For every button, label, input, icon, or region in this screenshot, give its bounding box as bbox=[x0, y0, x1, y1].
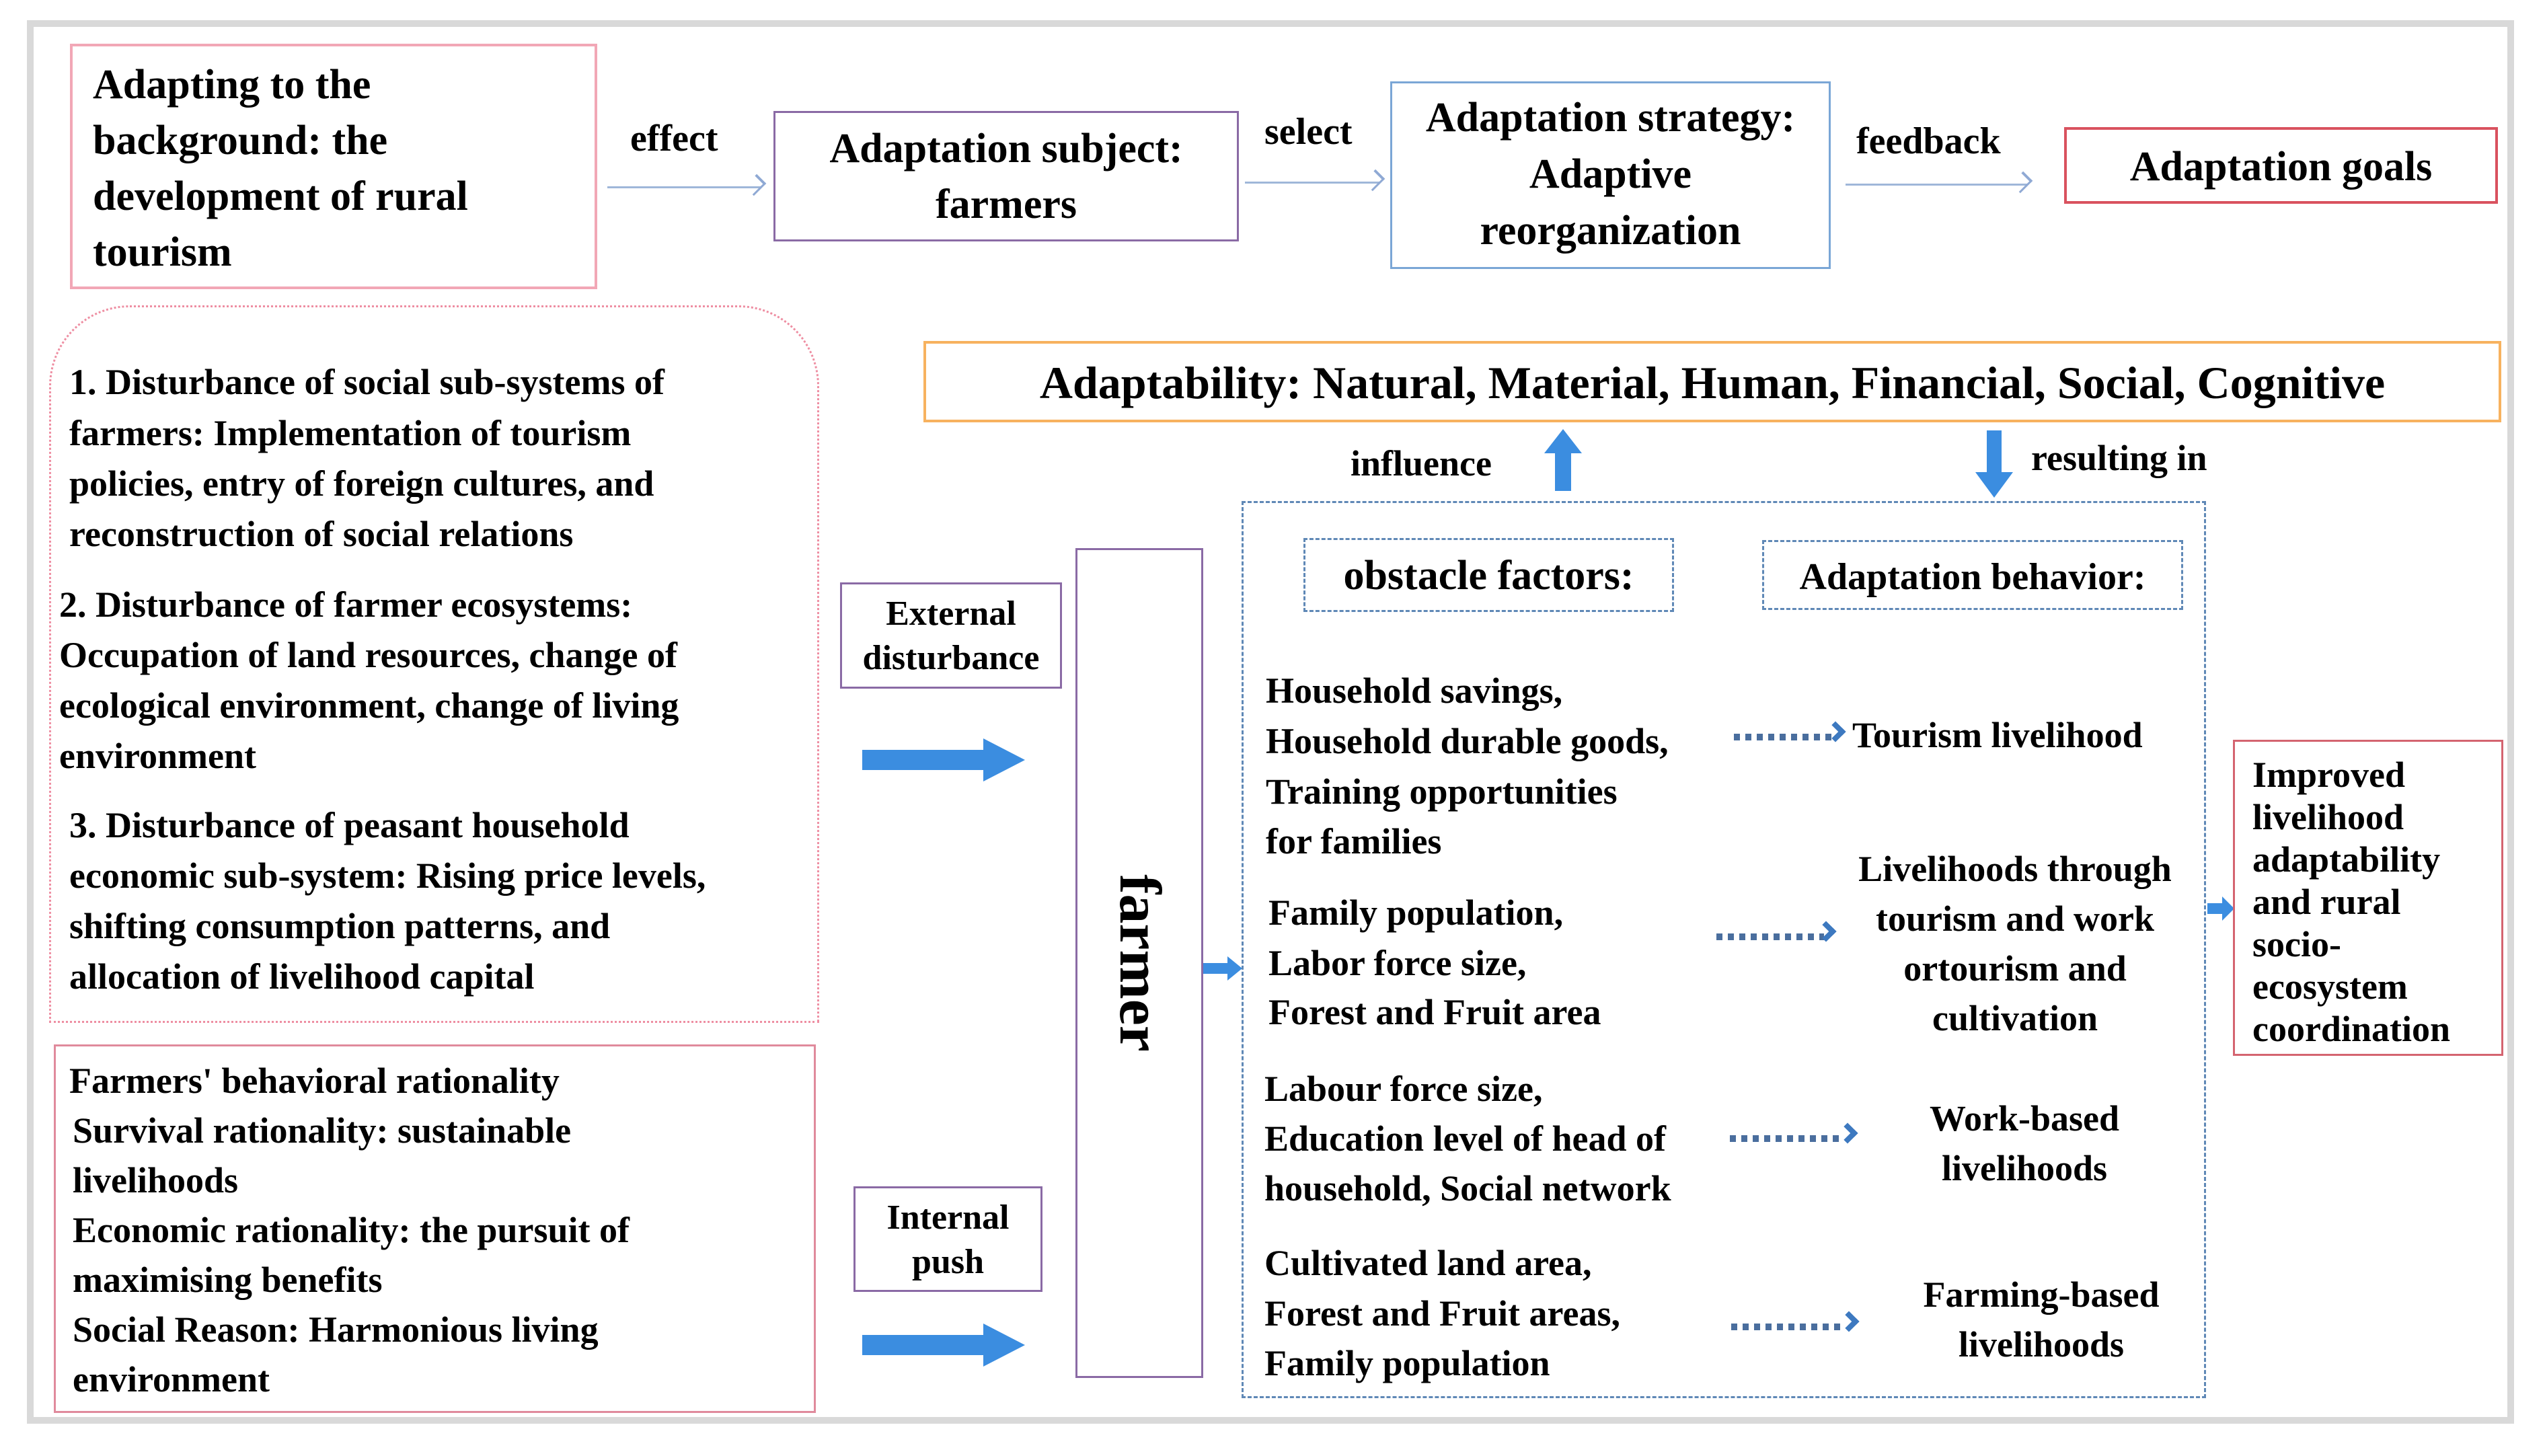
rationality-line: Survival rationality: sustainable bbox=[73, 1110, 572, 1151]
rationality-line: Social Reason: Harmonious living bbox=[73, 1309, 599, 1350]
effect-label: effect bbox=[630, 118, 718, 159]
disturbance-2-line: 2. Disturbance of farmer ecosystems: bbox=[59, 584, 633, 625]
disturbance-3-line: economic sub-system: Rising price levels, bbox=[69, 855, 706, 896]
outcome-box bbox=[2233, 740, 2503, 1056]
influence-label: influence bbox=[1351, 443, 1492, 484]
strategy-line: reorganization bbox=[1480, 208, 1741, 254]
outcome-line: Improved bbox=[2252, 755, 2406, 795]
adaptation-behavior-header bbox=[1762, 540, 2183, 610]
rationality-line: maximising benefits bbox=[73, 1260, 383, 1300]
background-box bbox=[70, 44, 597, 289]
outcome-line: livelihood bbox=[2252, 797, 2404, 837]
factor-line: Education level of head of bbox=[1264, 1118, 1667, 1159]
effect-arrow-icon bbox=[607, 186, 761, 188]
obstacle-header-label: obstacle factors: bbox=[1343, 553, 1634, 599]
outcome-line: socio- bbox=[2252, 924, 2341, 964]
disturbances-panel bbox=[49, 305, 819, 1023]
obstacle-factors-header bbox=[1303, 538, 1674, 612]
dotted-arrow-icon bbox=[1716, 933, 1837, 940]
factor-line: Forest and Fruit area bbox=[1268, 992, 1601, 1032]
external-line: disturbance bbox=[862, 639, 1040, 677]
factor-line: for families bbox=[1266, 821, 1442, 861]
adaptability-text: Adaptability: Natural, Material, Human, Financial, Social, Cognitive bbox=[1039, 357, 2386, 408]
resulting-in-label: resulting in bbox=[2031, 438, 2207, 478]
internal-line: Internal bbox=[886, 1198, 1010, 1237]
subject-box bbox=[773, 111, 1239, 241]
outcome-line: adaptability bbox=[2252, 839, 2441, 880]
disturbance-2-line: Occupation of land resources, change of bbox=[59, 635, 678, 675]
feedback-arrow-icon bbox=[1846, 184, 2027, 186]
background-line: development of rural bbox=[93, 174, 468, 219]
disturbance-3-line: shifting consumption patterns, and bbox=[69, 906, 611, 946]
factor-line: Forest and Fruit areas, bbox=[1264, 1293, 1620, 1334]
factor-line: Household savings, bbox=[1266, 670, 1563, 711]
disturbance-1-line: reconstruction of social relations bbox=[69, 514, 574, 554]
disturbance-3-line: allocation of livelihood capital bbox=[69, 956, 535, 997]
disturbance-2-line: environment bbox=[59, 736, 256, 776]
factor-line: household, Social network bbox=[1264, 1168, 1671, 1209]
rationality-line: livelihoods bbox=[73, 1160, 239, 1200]
rationality-box bbox=[54, 1044, 816, 1413]
factor-line: Training opportunities bbox=[1266, 771, 1618, 812]
external-disturbance-box bbox=[840, 582, 1062, 689]
rationality-line: environment bbox=[73, 1359, 270, 1400]
subject-line: farmers bbox=[936, 182, 1077, 227]
feedback-label: feedback bbox=[1856, 120, 2001, 162]
dotted-arrow-icon bbox=[1730, 1135, 1858, 1142]
strategy-line: Adaptive bbox=[1529, 151, 1692, 197]
select-arrow-icon bbox=[1245, 182, 1379, 184]
strategy-line: Adaptation strategy: bbox=[1425, 95, 1796, 141]
influence-up-arrow-icon bbox=[1544, 429, 1582, 494]
background-line: background: the bbox=[93, 118, 388, 163]
outcome-line: coordination bbox=[2252, 1009, 2451, 1049]
background-line: tourism bbox=[93, 229, 232, 275]
behavior-line: livelihoods bbox=[1941, 1148, 2108, 1188]
farmer-box bbox=[1075, 548, 1203, 1378]
disturbance-2-line: ecological environment, change of living bbox=[59, 685, 679, 726]
farmer-label: farmer bbox=[1107, 874, 1172, 1052]
factor-line: Labour force size, bbox=[1264, 1069, 1543, 1109]
internal-line: push bbox=[912, 1243, 984, 1281]
behavior-line: livelihoods bbox=[1958, 1324, 2125, 1365]
behavior-line: ortourism and bbox=[1903, 948, 2127, 989]
adaptability-banner bbox=[923, 341, 2501, 422]
behavior-header-label: Adaptation behavior: bbox=[1799, 556, 2146, 598]
goals-label: Adaptation goals bbox=[2129, 144, 2433, 190]
behavior-line: tourism and work bbox=[1875, 898, 2155, 939]
rationality-line: Economic rationality: the pursuit of bbox=[73, 1210, 630, 1250]
disturbance-1-line: 1. Disturbance of social sub-systems of bbox=[69, 362, 664, 402]
outcome-line: ecosystem bbox=[2252, 966, 2408, 1007]
factor-line: Family population, bbox=[1268, 892, 1564, 933]
disturbance-3-line: 3. Disturbance of peasant household bbox=[69, 805, 630, 845]
factor-line: Family population bbox=[1264, 1343, 1550, 1383]
internal-arrow-icon bbox=[862, 1324, 1025, 1348]
farmer-to-panel-arrow-icon bbox=[1203, 956, 1242, 981]
background-line: Adapting to the bbox=[93, 62, 371, 108]
resulting-down-arrow-icon bbox=[1975, 430, 2013, 501]
outcome-line: and rural bbox=[2252, 882, 2401, 922]
factor-line: Labor force size, bbox=[1268, 943, 1527, 983]
external-line: External bbox=[886, 595, 1016, 633]
behavior-line: Livelihoods through bbox=[1858, 849, 2172, 889]
rationality-line: Farmers' behavioral rationality bbox=[69, 1061, 560, 1101]
internal-push-box bbox=[853, 1186, 1042, 1292]
factor-line: Household durable goods, bbox=[1266, 721, 1669, 761]
disturbance-1-line: farmers: Implementation of tourism bbox=[69, 413, 632, 453]
factor-line: Cultivated land area, bbox=[1264, 1243, 1592, 1283]
goals-box bbox=[2064, 127, 2498, 204]
behavior-line: Work-based bbox=[1929, 1098, 2120, 1139]
behavior-line: Tourism livelihood bbox=[1852, 715, 2143, 755]
strategy-box bbox=[1390, 81, 1831, 269]
subject-line: Adaptation subject: bbox=[829, 126, 1183, 171]
dotted-arrow-icon bbox=[1731, 1324, 1859, 1330]
panel-to-outcome-arrow-icon bbox=[2207, 896, 2234, 924]
dotted-arrow-icon bbox=[1734, 734, 1848, 740]
behavior-line: cultivation bbox=[1932, 998, 2098, 1038]
select-label: select bbox=[1264, 111, 1353, 153]
disturbance-1-line: policies, entry of foreign cultures, and bbox=[69, 463, 654, 504]
external-arrow-icon bbox=[862, 738, 1025, 763]
behavior-line: Farming-based bbox=[1923, 1274, 2160, 1315]
